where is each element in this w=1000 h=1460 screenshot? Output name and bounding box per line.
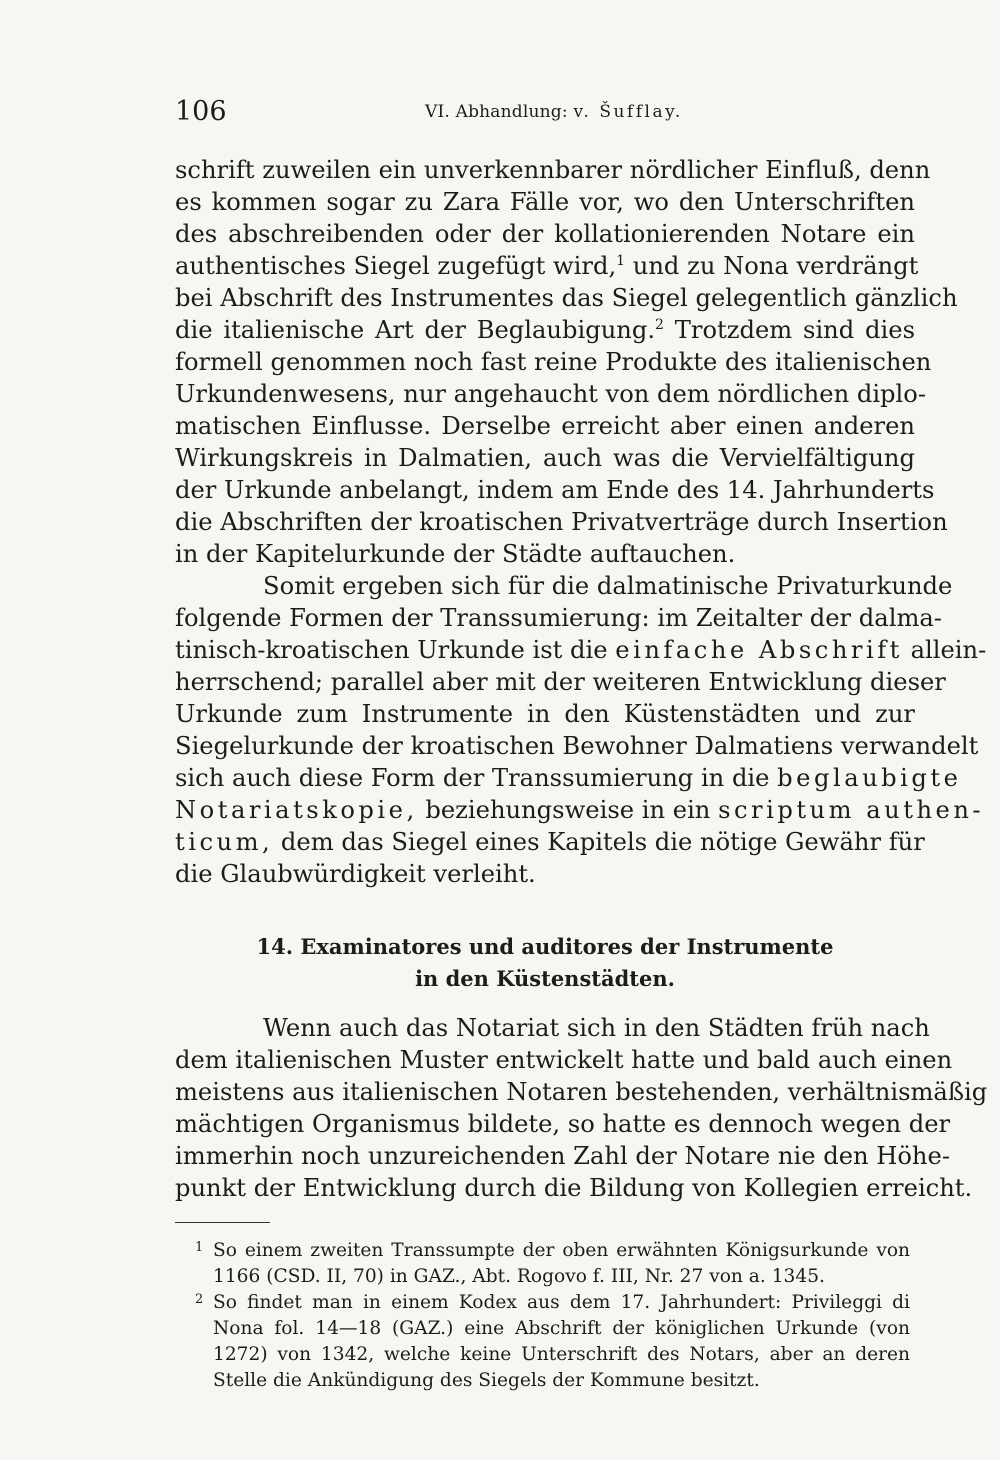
text-line	[175, 796, 985, 828]
running-head-author: v. Šufflay.	[573, 102, 683, 122]
text-span: authentisches Siegel zugefügt wird,	[175, 252, 617, 280]
footnote-line: So einem zweiten Transsumpte der oben erwähnten Königsurkunde von	[213, 1240, 910, 1261]
text-line: mächtigen Organismus bildete, so hatte es dennoch wegen der	[175, 1110, 951, 1138]
text-line	[175, 828, 925, 860]
footnote-line: So findet man in einem Kodex aus dem 17. Jahrhundert: Privileggi di	[213, 1292, 910, 1313]
section-heading-line-2: in den Küstenstädten.	[415, 966, 675, 991]
text-span: und zu Nona verdrängt	[625, 252, 919, 280]
text-line	[175, 316, 915, 348]
text-line	[175, 636, 987, 668]
footnote-rule	[175, 1222, 270, 1223]
spaced-emphasis: einfache Abschrift	[615, 636, 903, 664]
text-span: tinisch-kroatischen Urkunde ist die	[175, 636, 616, 664]
footnote-number: 1	[195, 1240, 204, 1255]
text-line: Wirkungskreis in Dalmatien, auch was die Vervielfältigung	[175, 444, 915, 472]
footnote-ref-1: 1	[616, 253, 626, 269]
spaced-emphasis: scriptum authen-	[718, 796, 985, 824]
page-number: 106	[175, 96, 227, 127]
text-span: die italienische Art der Beglaubigung.	[175, 316, 656, 344]
text-span: dem das Siegel eines Kapitels die nötige Gewähr für	[273, 828, 925, 856]
text-line: herrschend; parallel aber mit der weiteren Entwicklung dieser	[175, 668, 946, 696]
footnote-line: 1166 (CSD. II, 70) in GAZ., Abt. Rogovo f. III, Nr. 27 von a. 1345.	[213, 1266, 825, 1287]
text-line: punkt der Entwicklung durch die Bildung von Kollegien erreicht.	[175, 1174, 973, 1202]
footnote-number: 2	[195, 1292, 204, 1307]
text-span: allein-	[902, 636, 987, 664]
footnote-line: Nona fol. 14—18 (GAZ.) eine Abschrift der königlichen Urkunde (von	[213, 1318, 910, 1339]
text-line: Somit ergeben sich für die dalmatinische Privaturkunde	[263, 572, 953, 600]
text-line: formell genommen noch fast reine Produkte des italienischen	[175, 348, 932, 376]
text-line	[175, 252, 919, 284]
text-line: es kommen sogar zu Zara Fälle vor, wo den Unterschriften	[175, 188, 915, 216]
text-line: schrift zuweilen ein unverkennbarer nördlicher Einfluß, denn	[175, 156, 931, 184]
text-line: in der Kapitelurkunde der Städte auftauchen.	[175, 540, 736, 568]
footnote-line: Stelle die Ankündigung des Siegels der Kommune besitzt.	[213, 1370, 760, 1391]
text-line: meistens aus italienischen Notaren bestehenden, verhältnismäßig	[175, 1078, 988, 1106]
text-line: Urkundenwesens, nur angehaucht von dem nördlichen diplo-	[175, 380, 927, 408]
text-line: bei Abschrift des Instrumentes das Siegel gelegentlich gänzlich	[175, 284, 958, 312]
text-line: der Urkunde anbelangt, indem am Ende des 14. Jahrhunderts	[175, 476, 935, 504]
text-line: die Glaubwürdigkeit verleiht.	[175, 860, 536, 888]
text-line: Urkunde zum Instrumente in den Küstenstädten und zur	[175, 700, 915, 728]
running-head	[425, 102, 683, 122]
text-line	[175, 764, 962, 796]
text-span: sich auch diese Form der Transsumierung in die	[175, 764, 778, 792]
spaced-emphasis: Notariatskopie,	[175, 796, 418, 824]
text-line: folgende Formen der Transsumierung: im Zeitalter der dalma-	[175, 604, 942, 632]
text-span: beziehungsweise in ein	[417, 796, 719, 824]
text-line: immerhin noch unzureichenden Zahl der Notare nie den Höhe-	[175, 1142, 950, 1170]
text-line: Wenn auch das Notariat sich in den Städten früh nach	[263, 1014, 930, 1042]
spaced-emphasis: ticum,	[175, 828, 274, 856]
page-header	[175, 96, 915, 132]
text-line: die Abschriften der kroatischen Privatverträge durch Insertion	[175, 508, 948, 536]
spaced-emphasis: beglaubigte	[777, 764, 962, 792]
text-span: Trotzdem sind dies	[663, 316, 915, 344]
text-line: Siegelurkunde der kroatischen Bewohner Dalmatiens verwandelt	[175, 732, 979, 760]
footnote-line: 1272) von 1342, welche keine Unterschrift des Notars, aber an deren	[213, 1344, 910, 1365]
section-heading: 14. Examinatores und auditores der Instrumente	[256, 934, 834, 959]
text-line: dem italienischen Muster entwickelt hatte und bald auch einen	[175, 1046, 953, 1074]
text-line: des abschreibenden oder der kollationierenden Notare ein	[175, 220, 915, 248]
footnote-ref-2: 2	[655, 317, 664, 333]
running-head-prefix: VI. Abhandlung:	[425, 102, 568, 122]
text-line: matischen Einflusse. Derselbe erreicht aber einen anderen	[175, 412, 915, 440]
